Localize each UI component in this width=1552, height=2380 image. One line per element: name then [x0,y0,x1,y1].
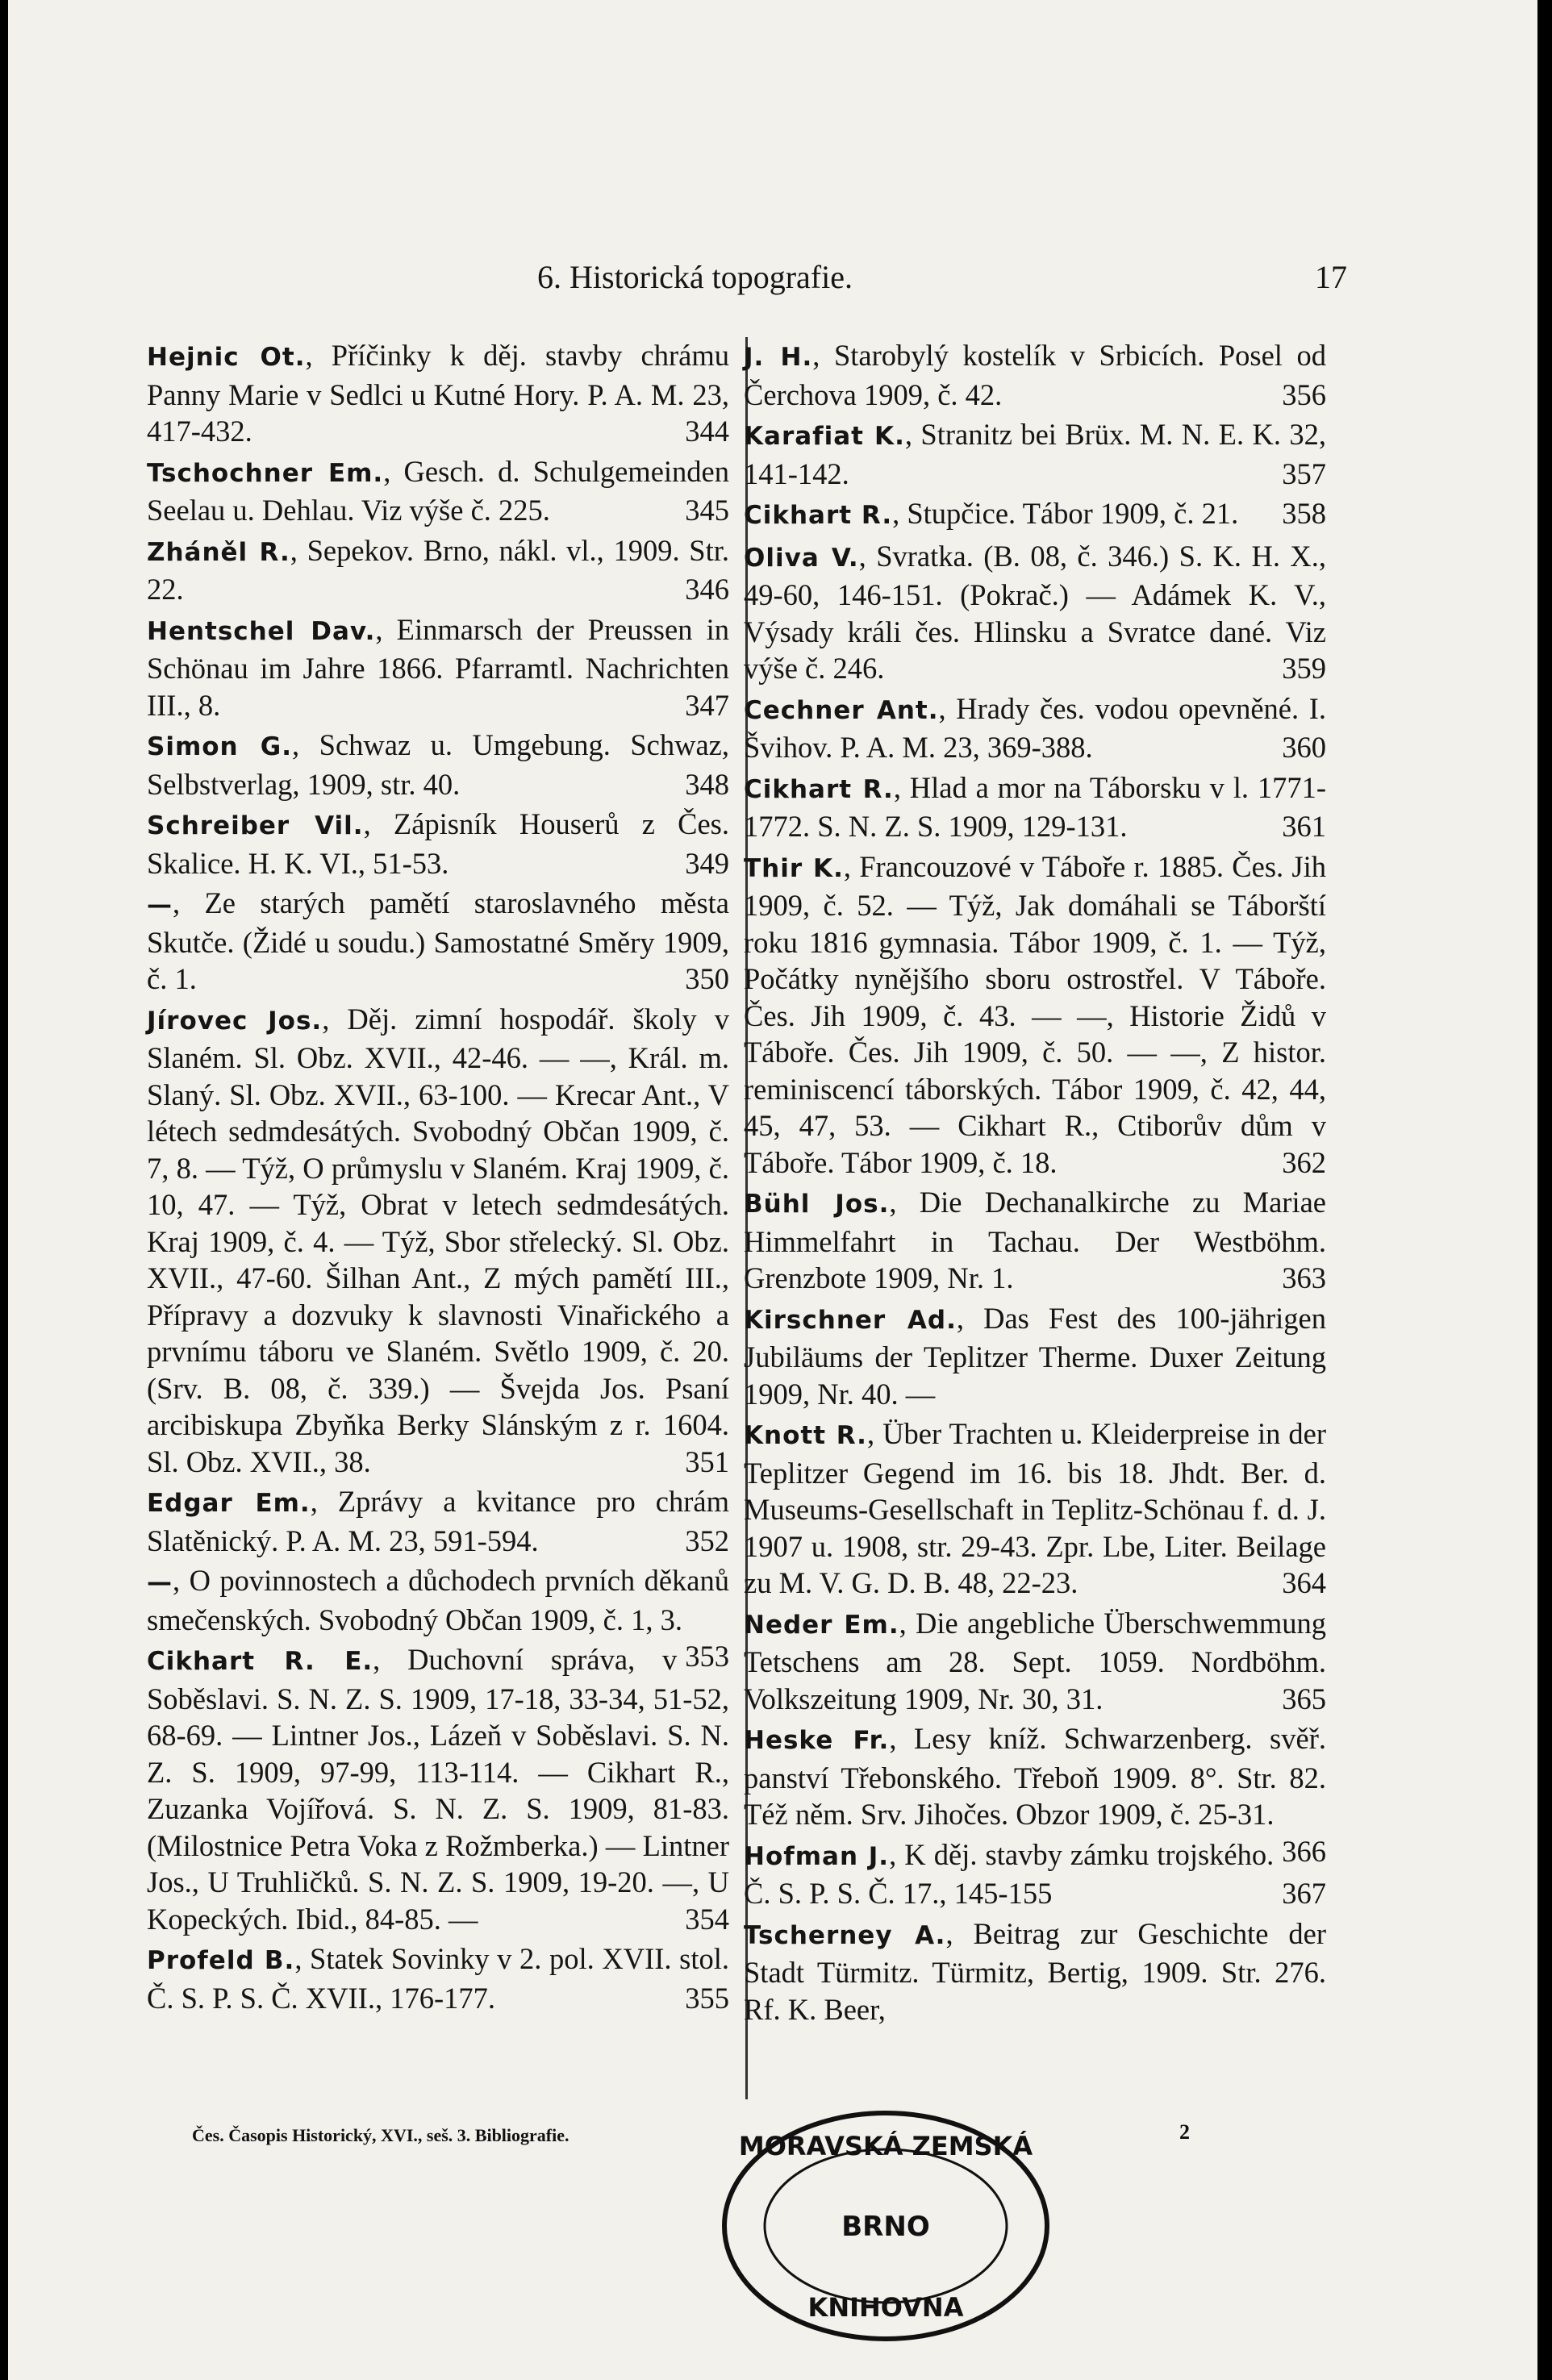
entry-author: Zháněl R. [147,537,290,567]
entry-number: 346 [685,573,729,606]
entry-text: , Stupčice. Tábor 1909, č. 21. [892,497,1239,530]
bibliography-entry [744,1415,1326,1602]
entry-number: 348 [685,767,729,801]
entry-author: Tscherney A. [744,1920,946,1950]
entry-number: 360 [1282,731,1326,764]
bibliography-entry [147,1940,729,2016]
bibliography-entry [147,611,729,724]
entry-text: , O povinnostech a důchodech prvních děkanů smečenských. Svobodný Občan 1909, č. 1, 3. [147,1564,729,1636]
entry-text: , Děj. zimní hospodář. školy v Slaném. Sl. Obz. XVII., 42-46. — —, Král. m. Slaný. Sl. Obz. XVII., 63-100. — Krecar Ant., V létech sedmdesátých. Svobodný Občan 1909, č. 7, 8. — Týž, O průmyslu v Slaném. Kraj 1909, č. 10, 47. — Týž, Obrat v letech sedmdesátých. Kraj 1909, č. 4. — Týž, Sbor střelecký. Sl. Obz. XVII., 47-60. Šilhan Ant., Z mých pamětí III., Přípravy a dozvuky k slavnosti Vinařického a prvnímu táboru ve Slaném. Světlo 1909, č. 20. (Srv. B. 08, č. 339.) — Švejda Jos. Psaní arcibiskupa Zbyňka Berky Slánským z r. 1604. Sl. Obz. XVII., 38. [147,1002,729,1478]
bibliography-entry [744,848,1326,1182]
entry-author: J. H. [744,343,813,372]
entry-text: , Gesch. d. Schulgemeinden Seelau u. Dehlau. Viz výše č. 225. [147,454,729,527]
bibliography-entry [744,1184,1326,1297]
entry-number: 344 [685,415,729,448]
entry-text: , Lesy kníž. Schwarzenberg. svěř. panství Třebonského. Třeboň 1909. 8°. Str. 82. Též něm. Srv. Jihočes. Obzor 1909, č. 25-31. [744,1722,1326,1831]
entry-number: 359 [1282,652,1326,685]
entry-author: Tschochner Em. [147,458,384,488]
entry-text: , Über Trachten u. Kleiderpreise in der Teplitzer Gegend im 16. bis 18. Jhdt. Ber. d. Museums-Gesellschaft in Teplitz-Schönau f. d. J. 1907 u. 1908, str. 29-43. Zpr. Lbe, Liter. Beilage zu M. V. G. D. B. 48, 22-23. [744,1417,1327,1599]
bibliography-entry [147,806,729,882]
entry-number: 347 [685,688,729,722]
bibliography-entry [744,1915,1326,2028]
entry-number: 345 [685,494,729,527]
entry-text: , Ze starých pamětí staroslavného města Skutče. (Židé u soudu.) Samostatné Směry 1909, č. 1. [147,886,729,995]
entry-number: 353 [685,1640,729,1673]
entry-number: 367 [1282,1877,1326,1910]
bibliography-entry [744,416,1326,492]
entry-author: Cikhart R. E. [147,1647,373,1676]
stamp-top-text: MORAVSKÁ ZEMSKÁ [738,2131,1033,2161]
sheet-signature: 2 [1179,2120,1190,2144]
bibliography-entry [744,495,1326,535]
entry-author: Neder Em. [744,1610,899,1640]
entry-text: , Hrady čes. vodou opevněné. I. Švihov. P. A. M. 23, 369-388. [744,691,1326,764]
bibliography-entry [147,1641,729,1937]
bibliography-entry [147,1483,729,1559]
running-title: 6. Historická topografie. [537,259,853,295]
entry-author: Karafiat K. [744,422,905,451]
entry-author: Hentschel Dav. [147,616,376,646]
entry-author: — [147,890,173,919]
bibliography-entry [147,532,729,608]
bibliography-entry [147,1001,729,1481]
entry-number: 357 [1282,456,1326,490]
entry-text: , Das Fest des 100-jährigen Jubiläums der Teplitzer Therme. Duxer Zeitung 1909, Nr. 40. — [744,1301,1326,1411]
entry-number: 363 [1282,1261,1326,1294]
bibliography-entry [147,337,729,450]
entry-number: 362 [1282,1145,1326,1179]
entry-number: 364 [1282,1566,1326,1599]
entry-author: Hejnic Ot. [147,343,306,372]
entry-number: 349 [685,846,729,880]
left-column [147,337,729,2019]
bibliography-entry [744,769,1326,845]
bibliography-entry [744,1605,1326,1718]
entry-number: 351 [685,1444,729,1478]
entry-text: , K děj. stavby zámku trojského. Č. S. P. S. Č. 17., 145-155 [744,1837,1275,1910]
bibliography-entry [744,1836,1326,1912]
entry-number: 361 [1282,810,1326,843]
entry-number: 352 [685,1523,729,1557]
entry-author: Knott R. [744,1421,867,1450]
entry-number: 354 [685,1902,729,1936]
entry-number: 356 [1282,377,1326,411]
stamp-middle-text: BRNO [841,2211,930,2243]
entry-text: , Zápisník Houserů z Čes. Skalice. H. K. VI., 51-53. [147,807,730,880]
entry-author: Bühl Jos. [744,1190,890,1219]
entry-number: 355 [685,1981,729,2015]
paper-sheet [8,0,1537,2380]
entry-author: Edgar Em. [147,1489,311,1518]
entry-author: — [147,1568,173,1597]
bibliography-entry [744,538,1326,687]
entry-text: , Zprávy a kvitance pro chrám Slatěnický. P. A. M. 23, 591-594. [147,1485,729,1557]
entry-author: Jírovec Jos. [147,1006,323,1036]
entry-number: 358 [1282,497,1326,530]
entry-text: , Sepekov. Brno, nákl. vl., 1909. Str. 22. [147,533,729,606]
entry-text: , Starobylý kostelík v Srbicích. Posel od Čerchova 1909, č. 42. [744,339,1326,411]
entry-text: , Statek Sovinky v 2. pol. XVII. stol. Č. S. P. S. Č. XVII., 176-177. [147,1942,729,2015]
entry-text: , Die angebliche Überschwemmung Tetschens am 28. Sept. 1059. Nordböhm. Volkszeitung 1909, Nr. 30, 31. [744,1606,1326,1715]
entry-text: , Francouzové v Táboře r. 1885. Čes. Jih 1909, č. 52. — Týž, Jak domáhali se Táborští roku 1816 gymnasia. Tábor 1909, č. 1. — Týž, Počátky nynějšího sboru ostrostřel. V Táboře. Čes. Jih 1909, č. 43. — —, Historie Židů v Táboře. Čes. Jih 1909, č. 50. — —, Z histor. reminiscencí táborských. Tábor 1909, č. 42, 44, 45, 47, 53. — Cikhart R., Ctiborův dům v Táboře. Tábor 1909, č. 18. [744,849,1326,1179]
entry-number: 350 [685,962,729,995]
bibliography-entry [744,1300,1326,1413]
bibliography-entry [147,727,729,802]
entry-author: Heske Fr. [744,1726,890,1755]
entry-author: Simon G. [147,732,293,761]
entry-text: , Příčinky k děj. stavby chrámu Panny Marie v Sedlci u Kutné Hory. P. A. M. 23, 417-432. [147,339,729,448]
entry-author: Profeld B. [147,1946,295,1975]
entry-author: Schreiber Vil. [147,811,364,840]
entry-author: Cikhart R. [744,774,894,804]
entry-author: Kirschner Ad. [744,1305,957,1335]
entry-number: 366 [1282,1834,1326,1868]
entry-text: , Die Dechanalkirche zu Mariae Himmelfahrt in Tachau. Der Westböhm. Grenzbote 1909, Nr. 1. [744,1186,1326,1294]
entry-text: , Svratka. (B. 08, č. 346.) S. K. H. X., 49-60, 146-151. (Pokrač.) — Adámek K. V., Výsady králi čes. Hlinsku a Svratce dané. Viz výše č. 246. [744,539,1327,685]
bibliography-entry [147,453,729,529]
entry-author: Oliva V. [744,543,859,573]
entry-text: , Duchovní správa, v Soběslavi. S. N. Z. S. 1909, 17-18, 33-34, 51-52, 68-69. — Lintner Jos., Lázeň v Soběslavi. S. N. Z. S. 1909, 97-99, 113-114. — Cikhart R., Zuzanka Vojířová. S. N. Z. S. 1909, 81-83. (Milostnice Petra Voka z Rožmberka.) — Lintner Jos., U Truhličků. S. N. Z. S. 1909, 19-20. —, U Kopeckých. Ibid., 84-85. — [147,1643,729,1936]
entry-author: Cikhart R. [744,501,893,530]
entry-text: , Beitrag zur Geschichte der Stadt Türmitz. Türmitz, Bertig, 1909. Str. 276. Rf. K. Beer, [744,1916,1326,2026]
stamp-bottom-text: KNIHOVNA [807,2292,964,2323]
page-number: 17 [1315,259,1347,295]
entry-author: Hofman J. [744,1841,890,1871]
library-stamp-icon [716,2105,1055,2347]
right-column [744,337,1326,2031]
entry-text: , Stranitz bei Brüx. M. N. E. K. 32, 141-142. [744,418,1327,490]
entry-text: , Hlad a mor na Táborsku v l. 1771-1772. S. N. Z. S. 1909, 129-131. [744,770,1326,843]
entry-text: , Einmarsch der Preussen in Schönau im Jahre 1866. Pfarramtl. Nachrichten III., 8. [147,612,729,722]
entry-author: Cechner Ant. [744,695,939,725]
bibliography-entry [147,885,729,998]
entry-author: Thir K. [744,853,844,883]
entry-number: 365 [1282,1682,1326,1715]
bibliography-entry [744,690,1326,766]
entry-text: , Schwaz u. Umgebung. Schwaz, Selbstverlag, 1909, str. 40. [147,728,729,801]
bibliography-entry [744,337,1326,413]
footer-citation: Čes. Časopis Historický, XVI., seš. 3. Bibliografie. [192,2125,569,2145]
